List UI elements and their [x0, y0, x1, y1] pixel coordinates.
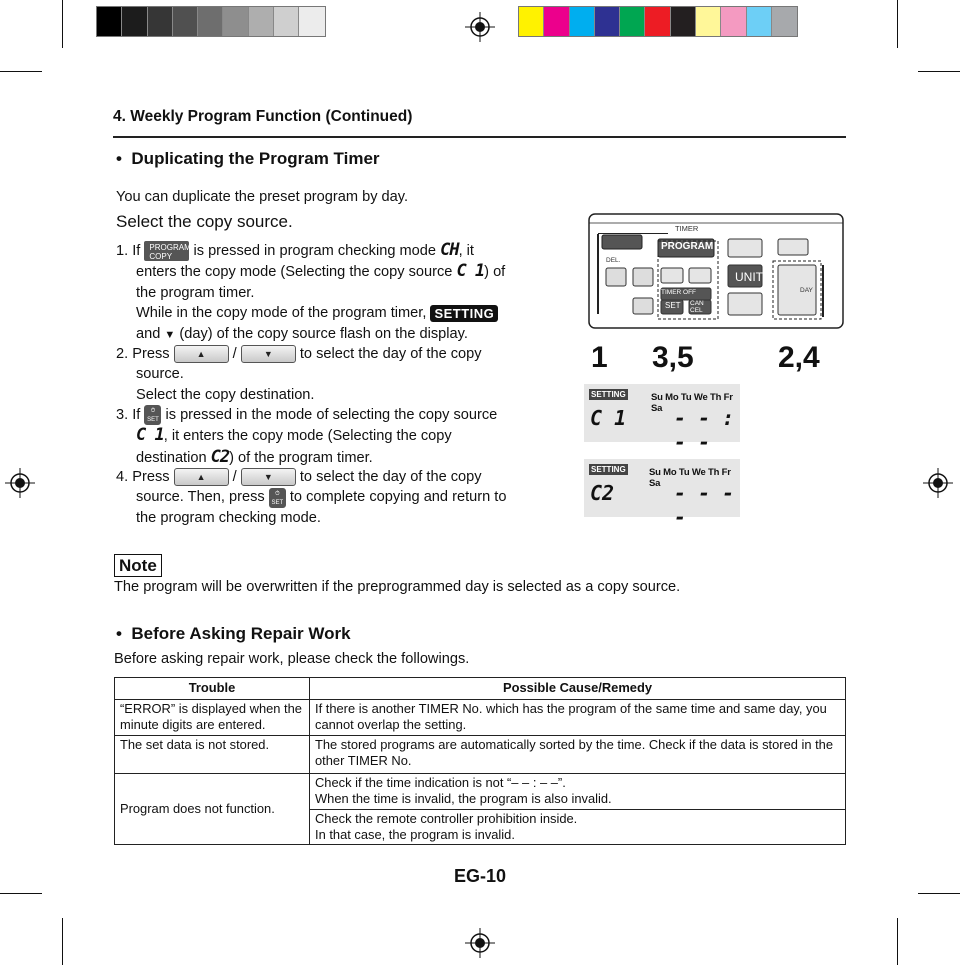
- color-swatch: [97, 7, 122, 36]
- trouble-cell: Program does not function.: [115, 773, 310, 845]
- intro-text: You can duplicate the preset program by day.: [116, 189, 409, 205]
- lcd-c2: C2: [210, 446, 230, 467]
- heading-repair: • Before Asking Repair Work: [116, 624, 351, 643]
- setting-indicator: SETTING: [430, 305, 498, 322]
- note-label: Note: [114, 554, 162, 577]
- remedy-cell: Check if the time indication is not “– – : – –”. When the time is invalid, the program is also invalid.: [310, 773, 846, 809]
- down-button-icon: ▼: [241, 468, 296, 486]
- color-swatch: [519, 7, 544, 36]
- callout-label: 3,5: [652, 341, 694, 374]
- color-swatch: [274, 7, 299, 36]
- registration-mark-icon: [465, 12, 495, 42]
- color-swatch: [173, 7, 198, 36]
- crop-mark: [897, 0, 898, 48]
- color-swatch: [671, 7, 696, 36]
- remedy-cell: The stored programs are automatically sorted by the time. Check if the data is stored in the other TIMER No.: [310, 735, 846, 773]
- color-bar: [518, 6, 798, 37]
- gray-color-bar: [96, 6, 326, 37]
- crop-mark: [918, 893, 960, 894]
- color-swatch: [223, 7, 248, 36]
- header-rule: [113, 136, 846, 138]
- callout-label: 1: [591, 341, 608, 374]
- color-swatch: [122, 7, 147, 36]
- lcd-c1: C 1: [456, 261, 485, 282]
- color-swatch: [249, 7, 274, 36]
- up-button-icon: ▲: [174, 345, 229, 363]
- repair-table: [114, 677, 846, 845]
- crop-mark: [897, 918, 898, 965]
- crop-mark: [0, 893, 42, 894]
- color-swatch: [772, 7, 797, 36]
- remote-controller-illustration: [588, 213, 844, 329]
- timer-off-label: TIMER OFF: [661, 289, 697, 296]
- remedy-cell: Check the remote controller prohibition inside. In that case, the program is invalid.: [310, 809, 846, 845]
- registration-mark-icon: [923, 468, 953, 498]
- color-swatch: [645, 7, 670, 36]
- color-swatch: [198, 7, 223, 36]
- note-text: The program will be overwritten if the preprogrammed day is selected as a copy source.: [114, 579, 681, 595]
- lcd-display-destination: SETTING Su Mo Tu We Th Fr Sa C2 - - - -: [584, 459, 740, 517]
- color-swatch: [544, 7, 569, 36]
- day-marker-icon: ▼: [164, 328, 176, 341]
- program-copy-button-icon: PROGRAM COPY: [144, 241, 189, 261]
- timer-label: TIMER: [675, 224, 699, 233]
- remedy-cell: If there is another TIMER No. which has the program of the same time and same day, you cannot overlap the setting.: [310, 700, 846, 736]
- color-swatch: [747, 7, 772, 36]
- step-4: 4. Press ▲ / ▼ to select the day of the copy source. Then, press ⏱ SET to complete copying and return to the program checking mode.: [116, 469, 507, 526]
- color-swatch: [696, 7, 721, 36]
- crop-mark: [918, 71, 960, 72]
- heading-duplicating: • Duplicating the Program Timer: [116, 149, 380, 168]
- trouble-cell: “ERROR” is displayed when the minute digits are entered.: [115, 700, 310, 736]
- lcd-ch: CH: [440, 240, 459, 260]
- down-button-icon: ▼: [241, 345, 296, 363]
- remote-cancel-button: CAN CEL: [690, 300, 704, 314]
- trouble-cell: The set data is not stored.: [115, 735, 310, 773]
- remote-unit-button: UNIT: [735, 270, 763, 284]
- crop-mark: [0, 71, 42, 72]
- col-trouble: Trouble: [115, 678, 310, 700]
- callout-label: 2,4: [778, 341, 820, 374]
- crop-mark: [62, 918, 63, 965]
- remote-program-button: PROGRAM: [661, 241, 714, 252]
- lcd-c1: C 1: [136, 425, 164, 446]
- table-row: [115, 700, 846, 736]
- day-label: DAY: [800, 287, 813, 294]
- color-swatch: [148, 7, 173, 36]
- up-button-icon: ▲: [174, 468, 229, 486]
- color-swatch: [570, 7, 595, 36]
- table-row: [115, 735, 846, 773]
- lcd-display-source: SETTING Su Mo Tu We Th Fr Sa C 1 - - : - -: [584, 384, 740, 442]
- step-2: 2. Press ▲ / ▼ to select the day of the copy source. Select the copy destination.: [116, 346, 482, 403]
- color-swatch: [721, 7, 746, 36]
- select-source-heading: Select the copy source.: [116, 212, 293, 231]
- remote-set-button: SET: [665, 301, 681, 310]
- col-remedy: Possible Cause/Remedy: [310, 678, 846, 700]
- set-button-icon: ⏱ SET: [144, 405, 161, 425]
- registration-mark-icon: [465, 928, 495, 958]
- color-swatch: [595, 7, 620, 36]
- del-label: DEL.: [606, 257, 621, 264]
- page-number: EG-10: [453, 866, 507, 886]
- color-swatch: [299, 7, 324, 36]
- table-header-row: [115, 678, 846, 700]
- table-row: [115, 773, 846, 809]
- color-swatch: [620, 7, 645, 36]
- step-1: 1. If PROGRAM COPY is pressed in program checking mode CH, it enters the copy mode (Selecting the copy source C 1) of the program timer. While in the copy mode of the program timer, SETTING and ▼ (day) of the copy source flash on the display.: [116, 240, 506, 342]
- section-title: 4. Weekly Program Function (Continued): [113, 108, 413, 125]
- set-button-icon: ⏱ SET: [269, 488, 286, 508]
- repair-intro: Before asking repair work, please check the followings.: [114, 651, 470, 667]
- crop-mark: [62, 0, 63, 48]
- step-3: 3. If ⏱ SET is pressed in the mode of selecting the copy source C 1, it enters the copy mode (Selecting the copy destination C2) of the program timer.: [116, 407, 498, 467]
- registration-mark-icon: [5, 468, 35, 498]
